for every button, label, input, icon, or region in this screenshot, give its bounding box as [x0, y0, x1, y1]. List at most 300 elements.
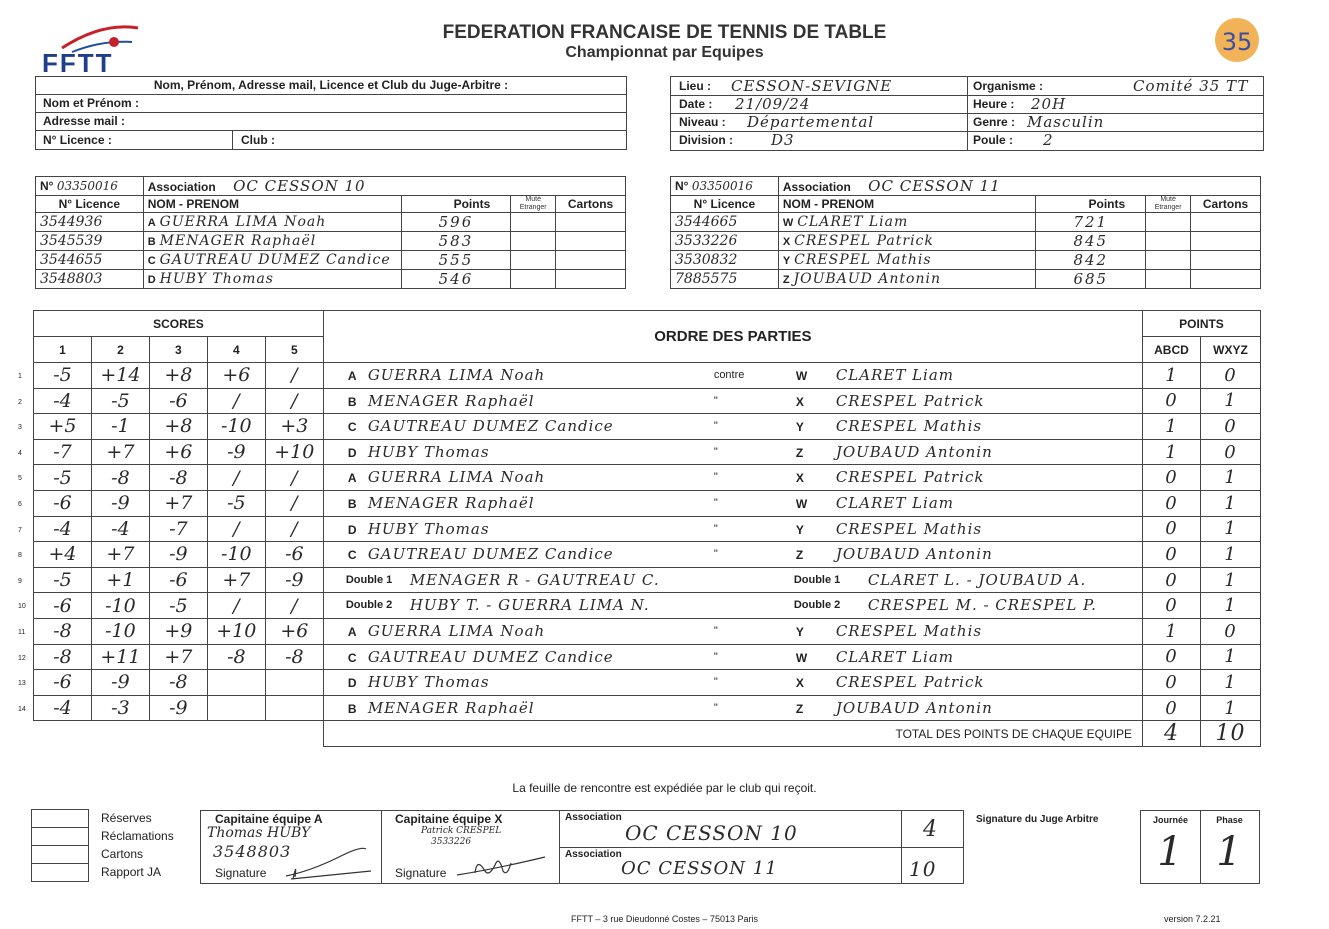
set-score: -6 — [53, 594, 72, 617]
points-wxyz: 1 — [1224, 390, 1237, 412]
set-col-1: 1 — [34, 337, 92, 363]
referee-club-label: Club : — [232, 131, 275, 149]
game-row — [34, 593, 1261, 619]
team-a-col-points: Points — [401, 196, 511, 213]
abcd-heading: ABCD — [1142, 337, 1200, 363]
captain-x-licence: 3533226 — [431, 837, 472, 847]
set-score: -6 — [169, 569, 188, 592]
player-a-name: GAUTREAU DUMEZ Candice — [367, 545, 614, 564]
journee-label: Journée — [1152, 815, 1188, 825]
game-row — [34, 439, 1261, 465]
points-wxyz: 1 — [1224, 518, 1237, 540]
game-row — [34, 542, 1261, 568]
games-table — [33, 310, 1261, 747]
player-row — [671, 270, 1261, 289]
captain-x-name: Patrick CRESPEL — [421, 826, 502, 836]
game-number: 3 — [18, 424, 22, 432]
player-points: 596 — [438, 213, 474, 231]
captain-a-name: Thomas HUBY — [207, 825, 311, 841]
referee-heading: Nom, Prénom, Adresse mail, Licence et Club du Juge-Arbitre : — [36, 77, 626, 95]
player-x-name: JOUBAUD Antonin — [835, 698, 993, 717]
player-x-letter: X — [795, 676, 804, 691]
points-abcd: 0 — [1165, 518, 1178, 540]
player-x-letter: Double 2 — [793, 599, 841, 612]
player-licence: 3544936 — [40, 214, 103, 230]
player-points: 555 — [438, 251, 474, 269]
referee-name-label: Nom et Prénom : — [36, 95, 626, 113]
rapport-ja-checkbox[interactable] — [31, 863, 89, 882]
division-label: Division : — [679, 133, 734, 147]
player-name: MENAGER Raphaël — [159, 233, 317, 249]
set-score: -8 — [53, 645, 72, 668]
svg-text:35: 35 — [1221, 28, 1253, 56]
player-mute-cell[interactable] — [1146, 213, 1191, 232]
genre-value: Masculin — [1027, 113, 1105, 131]
player-a-name: GUERRA LIMA Noah — [367, 366, 546, 384]
lieu-label: Lieu : — [679, 79, 711, 93]
game-row — [34, 363, 1261, 389]
team-x-col-name: NOM - PRENOM — [778, 196, 1036, 213]
set-score: -5 — [53, 466, 72, 489]
player-x-name: CRESPEL M. - CRESPEL P. — [867, 596, 1097, 615]
wxyz-heading: WXYZ — [1200, 337, 1260, 363]
set-score: -4 — [53, 389, 72, 412]
game-row — [34, 644, 1261, 670]
set-score: -10 — [221, 415, 252, 438]
lieu-value: CESSON-SEVIGNE — [731, 77, 893, 95]
date-label: Date : — [679, 97, 713, 111]
set-score: -5 — [111, 389, 130, 412]
player-a-name: MENAGER R - GAUTREAU C. — [409, 570, 660, 589]
set-score: -7 — [169, 517, 188, 540]
game-number: 9 — [18, 577, 22, 585]
reclamations-label: Réclamations — [101, 829, 174, 843]
player-cartons-cell[interactable] — [556, 213, 626, 232]
set-score: / — [291, 466, 298, 489]
player-points: 721 — [1073, 213, 1109, 231]
team-a-col-licence: N° Licence — [36, 196, 144, 213]
set-score: -10 — [105, 620, 136, 643]
game-row — [34, 567, 1261, 593]
game-number: 12 — [18, 654, 26, 662]
points-abcd: 0 — [1165, 390, 1178, 412]
contre-label: " — [713, 420, 718, 433]
player-cartons-cell[interactable] — [556, 232, 626, 251]
points-wxyz: 1 — [1224, 595, 1237, 617]
set-score: +14 — [100, 364, 141, 387]
game-row — [34, 670, 1261, 696]
team-a-num: 03350016 — [56, 179, 118, 193]
player-licence: 7885575 — [675, 271, 738, 287]
set-score: +3 — [280, 415, 309, 438]
player-letter: W — [782, 217, 794, 229]
captain-x-signature-label: Signature — [395, 866, 447, 880]
team-a-num-label: N° — [40, 179, 54, 193]
set-score: +6 — [164, 441, 193, 464]
set-score: / — [291, 389, 298, 412]
player-cartons-cell[interactable] — [1191, 232, 1261, 251]
contre-label: " — [713, 471, 718, 484]
set-score: -5 — [227, 492, 246, 515]
player-a-letter: C — [347, 548, 357, 563]
set-score: +8 — [164, 415, 193, 438]
player-a-name: GUERRA LIMA Noah — [367, 468, 546, 487]
captain-a-licence: 3548803 — [213, 842, 292, 861]
order-heading: ORDRE DES PARTIES — [323, 311, 1142, 363]
set-score: +6 — [222, 364, 251, 387]
game-number: 6 — [18, 501, 22, 508]
rapport-ja-label: Rapport JA — [101, 865, 162, 879]
player-x-letter: Y — [795, 522, 804, 537]
set-score: -8 — [53, 620, 72, 643]
points-abcd: 0 — [1165, 569, 1178, 591]
set-score: +7 — [164, 645, 193, 668]
set-score: -6 — [53, 492, 72, 515]
game-row — [34, 388, 1261, 414]
player-row — [36, 232, 626, 251]
set-score: +7 — [106, 441, 135, 464]
set-score: -1 — [111, 415, 130, 438]
player-x-name: CRESPEL Mathis — [835, 417, 983, 436]
game-row — [34, 695, 1261, 721]
player-cartons-cell[interactable] — [556, 270, 626, 289]
player-name: JOUBAUD Antonin — [793, 271, 941, 287]
points-wxyz: 1 — [1224, 467, 1237, 489]
fftt-logo-text: FFTT — [42, 48, 114, 78]
heure-value: 20H — [1031, 95, 1067, 113]
player-mute-cell[interactable] — [1146, 251, 1191, 270]
total-x: 10 — [1200, 721, 1260, 747]
set-score: +6 — [280, 620, 309, 643]
points-wxyz: 1 — [1224, 543, 1237, 565]
page-title: FEDERATION FRANCAISE DE TENNIS DE TABLE — [442, 22, 887, 43]
journee-phase-box — [1140, 810, 1260, 884]
player-a-letter: B — [347, 496, 357, 511]
team-a-assoc: OC CESSON 10 — [233, 177, 366, 195]
referee-box — [35, 76, 627, 150]
set-col-3: 3 — [149, 337, 207, 363]
date-value: 21/09/24 — [735, 95, 811, 113]
result-score-x: 10 — [909, 857, 937, 881]
captain-a-label: Capitaine équipe A — [215, 812, 323, 826]
player-a-letter: D — [347, 522, 357, 537]
player-x-letter: W — [795, 496, 808, 511]
player-row — [671, 213, 1261, 232]
set-col-4: 4 — [207, 337, 265, 363]
set-score: -5 — [53, 569, 72, 592]
player-licence: 3548803 — [40, 271, 103, 287]
player-x-name: CLARET Liam — [835, 493, 955, 512]
set-score: / — [233, 466, 240, 489]
team-x-col-licence: N° Licence — [671, 196, 779, 213]
player-a-letter: D — [347, 445, 357, 460]
page-subtitle: Championnat par Equipes — [565, 44, 764, 61]
set-score: -7 — [53, 441, 72, 464]
player-x-name: CRESPEL Mathis — [835, 621, 983, 640]
player-mute-cell[interactable] — [511, 251, 556, 270]
player-a-name: GAUTREAU DUMEZ Candice — [367, 417, 614, 436]
points-wxyz: 0 — [1224, 620, 1237, 642]
organisme-value: Comité 35 TT — [1133, 77, 1249, 95]
player-a-name: HUBY Thomas — [367, 519, 490, 538]
set-score: / — [233, 389, 240, 412]
player-x-letter: Z — [795, 548, 804, 563]
set-score: -9 — [169, 543, 188, 566]
points-wxyz: 1 — [1224, 697, 1237, 719]
player-x-letter: X — [795, 394, 804, 409]
heure-label: Heure : — [973, 97, 1015, 111]
player-a-letter: A — [347, 369, 357, 383]
points-wxyz: 0 — [1224, 441, 1237, 463]
game-number: 2 — [18, 398, 22, 406]
total-label: TOTAL DES POINTS DE CHAQUE EQUIPE — [323, 721, 1142, 747]
player-mute-cell[interactable] — [511, 232, 556, 251]
player-x-letter: Z — [795, 445, 804, 460]
set-score: -5 — [53, 364, 72, 387]
phase-label: Phase — [1216, 815, 1243, 825]
player-x-letter: Y — [795, 624, 804, 639]
player-letter: B — [147, 236, 156, 248]
player-x-letter: Double 1 — [793, 573, 841, 586]
game-row — [34, 490, 1261, 516]
player-letter: A — [147, 217, 156, 229]
team-x-assoc-label: Association — [782, 180, 851, 194]
result-assoc-x-label: Association — [565, 849, 622, 860]
player-x-name: CLARET Liam — [835, 366, 955, 384]
set-score: +4 — [48, 543, 77, 566]
set-score: +1 — [106, 569, 135, 592]
player-points: 685 — [1073, 270, 1109, 288]
captain-x-signature-icon — [455, 847, 551, 881]
team-x-col-mute: Muté Etranger — [1146, 196, 1191, 213]
contre-label: " — [713, 522, 718, 535]
reclamations-checkbox[interactable] — [31, 827, 89, 846]
poule-label: Poule : — [973, 133, 1014, 147]
set-score: -4 — [111, 517, 130, 540]
journee-value: 1 — [1157, 829, 1184, 875]
game-number: 5 — [18, 475, 22, 483]
player-x-name: CRESPEL Mathis — [835, 519, 983, 538]
version-label: version 7.2.21 — [1164, 914, 1221, 924]
set-col-5: 5 — [265, 337, 323, 363]
set-score: / — [291, 364, 298, 387]
set-score: +9 — [164, 620, 193, 643]
player-a-name: HUBY T. - GUERRA LIMA N. — [409, 596, 650, 615]
player-a-letter: B — [347, 394, 357, 409]
checkbox-group — [31, 809, 174, 881]
player-a-name: GUERRA LIMA Noah — [367, 621, 546, 640]
set-score: -10 — [105, 594, 136, 617]
set-score: -9 — [111, 492, 130, 515]
contre-label: " — [713, 445, 718, 458]
set-score: -3 — [111, 697, 130, 720]
player-letter: D — [147, 274, 156, 286]
referee-email-label: Adresse mail : — [36, 113, 626, 131]
team-x-table — [670, 176, 1261, 289]
set-score: +10 — [216, 620, 257, 643]
player-x-letter: W — [795, 369, 808, 383]
player-points: 845 — [1073, 232, 1109, 250]
player-row — [671, 251, 1261, 270]
player-a-letter: B — [347, 701, 357, 716]
player-a-letter: A — [347, 624, 357, 639]
cartons-checkbox[interactable] — [31, 845, 89, 864]
player-cartons-cell[interactable] — [556, 251, 626, 270]
player-x-letter: W — [795, 650, 808, 665]
player-a-name: MENAGER Raphaël — [367, 391, 535, 410]
player-name: CRESPEL Patrick — [794, 233, 934, 249]
set-score: -8 — [285, 645, 304, 668]
set-score: -8 — [169, 466, 188, 489]
player-name: GAUTREAU DUMEZ Candice — [159, 252, 391, 268]
cartons-label: Cartons — [101, 847, 144, 861]
contre-label: " — [713, 676, 718, 689]
player-x-name: CLARET Liam — [835, 647, 955, 666]
player-row — [36, 270, 626, 289]
player-x-name: JOUBAUD Antonin — [835, 442, 993, 461]
game-row — [34, 618, 1261, 644]
player-x-letter: X — [795, 471, 804, 486]
set-col-2: 2 — [91, 337, 149, 363]
set-score: -4 — [53, 697, 72, 720]
set-score: -6 — [285, 543, 304, 566]
player-row — [36, 251, 626, 270]
result-assoc-a-label: Association — [565, 812, 622, 823]
points-abcd: 0 — [1165, 671, 1178, 693]
player-mute-cell[interactable] — [1146, 232, 1191, 251]
points-abcd: 0 — [1165, 543, 1178, 565]
set-score: -5 — [169, 594, 188, 617]
points-abcd: 1 — [1165, 441, 1178, 463]
team-a-table — [35, 176, 626, 289]
game-number: 7 — [18, 526, 22, 534]
set-score: -9 — [111, 671, 130, 694]
referee-licence-label: N° Licence : — [43, 133, 112, 147]
set-score: -6 — [53, 671, 72, 694]
player-licence: 3530832 — [675, 252, 738, 268]
points-abcd: 1 — [1165, 620, 1178, 642]
phase-value: 1 — [1216, 829, 1243, 875]
team-x-num: 03350016 — [691, 179, 753, 193]
player-licence: 3544665 — [675, 214, 738, 230]
set-score: +10 — [274, 441, 315, 464]
points-abcd: 0 — [1165, 646, 1178, 668]
set-score: -9 — [285, 569, 304, 592]
match-info-box — [670, 76, 1264, 151]
reserves-checkbox[interactable] — [31, 809, 89, 828]
captain-a-signature-icon — [281, 841, 371, 881]
set-score: +8 — [164, 364, 193, 387]
captain-x-label: Capitaine équipe X — [395, 812, 503, 826]
set-score: -4 — [53, 517, 72, 540]
points-wxyz: 1 — [1224, 646, 1237, 668]
set-score: / — [233, 517, 240, 540]
points-abcd: 0 — [1165, 492, 1178, 514]
contre-label: " — [713, 650, 718, 663]
points-abcd: 0 — [1165, 595, 1178, 617]
player-x-name: JOUBAUD Antonin — [835, 545, 993, 564]
contre-label: contre — [713, 369, 745, 381]
set-score: / — [233, 594, 240, 617]
player-mute-cell[interactable] — [1146, 270, 1191, 289]
set-score: / — [291, 492, 298, 515]
points-abcd: 0 — [1165, 467, 1178, 489]
contre-label: " — [713, 496, 718, 509]
player-cartons-cell[interactable] — [1191, 213, 1261, 232]
points-wxyz: 1 — [1224, 671, 1237, 693]
division-value: D3 — [771, 131, 795, 149]
set-score: -9 — [227, 441, 246, 464]
player-a-name: HUBY Thomas — [367, 442, 490, 461]
player-a-name: GAUTREAU DUMEZ Candice — [367, 647, 614, 666]
captains-result-box — [200, 810, 964, 884]
points-wxyz: 0 — [1224, 364, 1237, 386]
game-number: 8 — [18, 552, 22, 560]
contre-label: " — [713, 548, 718, 561]
genre-label: Genre : — [973, 115, 1016, 129]
set-score: -8 — [111, 466, 130, 489]
points-wxyz: 1 — [1224, 569, 1237, 591]
player-row — [671, 232, 1261, 251]
player-mute-cell[interactable] — [511, 213, 556, 232]
result-score-a: 4 — [923, 817, 938, 842]
points-abcd: 0 — [1165, 697, 1178, 719]
player-a-letter: D — [347, 676, 357, 691]
player-letter: Y — [782, 255, 791, 267]
player-x-name: CRESPEL Patrick — [835, 468, 985, 487]
reserves-label: Réserves — [101, 811, 152, 825]
player-x-letter: Z — [795, 701, 804, 716]
set-score: -9 — [169, 697, 188, 720]
set-score: -8 — [169, 671, 188, 694]
player-licence: 3545539 — [40, 233, 103, 249]
set-score: +5 — [48, 415, 77, 438]
player-points: 546 — [438, 270, 474, 288]
set-score: -10 — [221, 543, 252, 566]
game-number: 10 — [18, 603, 26, 611]
team-a-assoc-label: Association — [147, 180, 216, 194]
contre-label: " — [713, 624, 718, 637]
player-cartons-cell[interactable] — [1191, 251, 1261, 270]
captain-a-signature-label: Signature — [215, 866, 267, 880]
player-mute-cell[interactable] — [511, 270, 556, 289]
player-cartons-cell[interactable] — [1191, 270, 1261, 289]
game-number: 13 — [18, 680, 26, 688]
player-letter: Z — [782, 274, 790, 286]
team-x-num-label: N° — [675, 179, 689, 193]
set-score: / — [291, 517, 298, 540]
player-points: 583 — [438, 232, 474, 250]
team-a-col-mute: Muté Etranger — [511, 196, 556, 213]
team-a-col-name: NOM - PRENOM — [143, 196, 401, 213]
set-score: / — [291, 594, 298, 617]
footer-note: La feuille de rencontre est expédiée par le club qui reçoit. — [512, 781, 817, 795]
set-score: +7 — [106, 543, 135, 566]
player-x-name: CRESPEL Patrick — [835, 673, 985, 692]
player-name: GUERRA LIMA Noah — [159, 214, 327, 230]
points-wxyz: 1 — [1224, 492, 1237, 514]
player-a-letter: Double 2 — [345, 599, 393, 612]
player-a-name: HUBY Thomas — [367, 673, 490, 692]
federation-address: FFTT – 3 rue Dieudonné Costes – 75013 Paris — [571, 914, 758, 924]
team-x-assoc: OC CESSON 11 — [868, 177, 1001, 195]
player-points: 842 — [1073, 251, 1109, 269]
player-x-letter: Y — [795, 420, 804, 435]
game-number: 14 — [18, 705, 26, 713]
player-row — [36, 213, 626, 232]
team-a-col-cartons: Cartons — [556, 196, 626, 213]
player-licence: 3544655 — [40, 252, 103, 268]
